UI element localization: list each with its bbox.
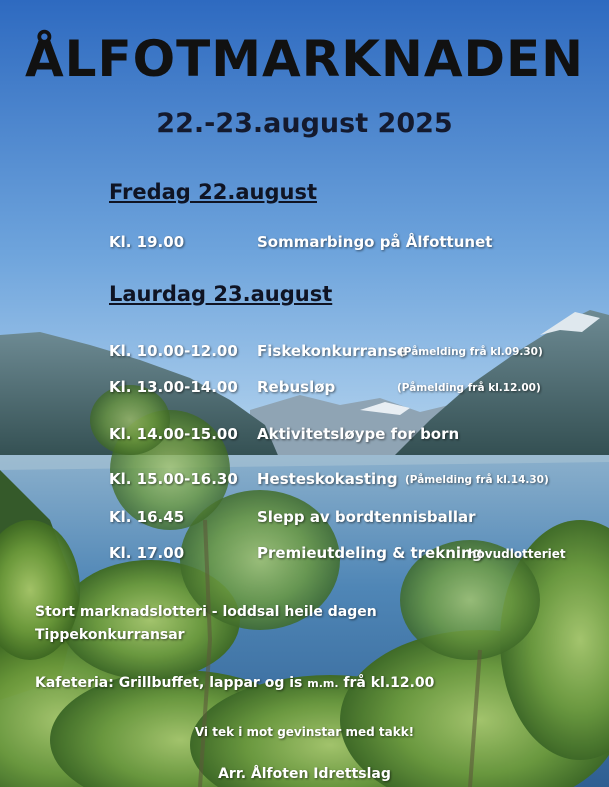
event-name: Aktivitetsløype for born (257, 425, 460, 443)
event-name: Slepp av bordtennisballar (257, 508, 476, 526)
event-note: hovudlotteriet (468, 547, 566, 561)
event-note: (Påmelding frå kl.09.30) (399, 346, 543, 358)
saturday-heading: Laurdag 23.august (109, 282, 333, 306)
event-time: Kl. 17.00 (109, 544, 185, 562)
tippe-line: Tippekonkurransar (35, 627, 185, 643)
event-dates: 22.-23.august 2025 (156, 108, 453, 139)
event-name: Fiskekonkurranse (257, 342, 407, 360)
event-time: Kl. 13.00-14.00 (109, 378, 238, 396)
event-time: Kl. 10.00-12.00 (109, 342, 238, 360)
event-time: Kl. 16.45 (109, 508, 185, 526)
cafeteria-menu: Kafeteria: Grillbuffet, lappar og is (35, 675, 303, 691)
cafeteria-time: frå kl.12.00 (343, 675, 435, 691)
poster-title: ÅLFOTMARKNADEN (24, 30, 585, 88)
event-name: Hesteskokasting (257, 470, 398, 488)
event-note: (Påmelding frå kl.14.30) (405, 474, 549, 486)
event-time: Kl. 15.00-16.30 (109, 470, 238, 488)
friday-event-time: Kl. 19.00 (109, 233, 185, 251)
organizer-line: Arr. Ålfoten Idrettslag (218, 766, 391, 782)
event-note: (Påmelding frå kl.12.00) (397, 382, 541, 394)
friday-event-name: Sommarbingo på Ålfottunet (257, 233, 493, 251)
event-name: Premieutdeling & trekning (257, 544, 483, 562)
friday-heading: Fredag 22.august (109, 180, 317, 204)
cafeteria-mm: m.m. (307, 677, 339, 690)
lottery-line: Stort marknadslotteri - loddsal heile dagen (35, 604, 377, 620)
event-time: Kl. 14.00-15.00 (109, 425, 238, 443)
prizes-line: Vi tek i mot gevinstar med takk! (194, 725, 415, 739)
event-name: Rebusløp (257, 378, 336, 396)
cafeteria-line (35, 675, 434, 691)
